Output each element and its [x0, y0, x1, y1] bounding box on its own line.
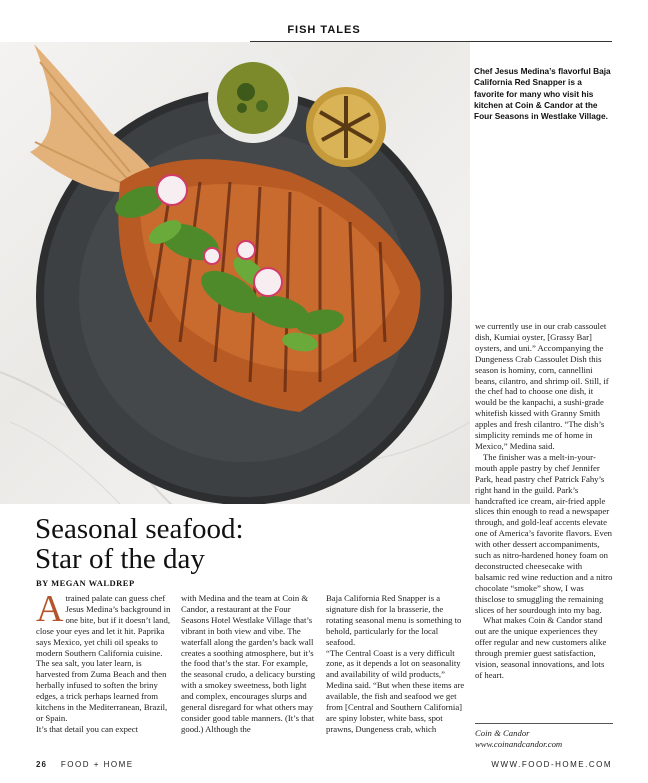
column-4-paragraph-1: we currently use in our crab cassoulet dish, Kumiai oyster, [Grassy Bar] oysters, and uni.” Accompanying the Dungeness Crab Cassoulet Dish this season is hominy, corn, cannellini beans, cilantro, and shrimp oil. Still, if the chef had to choose one dish, it would be the kanpachi, a sushi-grade whitefish kissed with Granny Smith apples and fresh cilantro. “The dish’s simplicity reminds me of home in Mexico,” Medina said. [475, 321, 609, 451]
article-column-2 [181, 593, 317, 735]
magazine-name: FOOD + HOME [60, 760, 134, 769]
credit-rule [475, 723, 613, 724]
column-4-paragraph-2: The finisher was a melt-in-your-mouth apple pastry by chef Jennifer Park, head pastry chef Patrick Fahy’s right hand in the guild. Park’s handcrafted ice cream, air-fried apple slices thin enough to read a newspaper through, and gold-leaf accents elevate one of America’s favorite flavors. Even with other dessert accompaniments, such as nitro-hardened honey foam on deconstructed cheesecake with balsamic red wine reduction and a nitro chocolate “smoke” show, I was thisclose to smuggling the remaining slices of her sourdough into my bag. [475, 451, 613, 615]
byline: BY MEGAN WALDREP [36, 578, 135, 588]
column-3-paragraph-2: “The Central Coast is a very difficult zone, as it depends a lot on seasonality and availability of wild products,” Medina said. “But when these items are available, the fish and seafood we get from [Central and Southern California] are spiny lobster, white bass, spot prawns, Dungeness crab, which [326, 647, 465, 734]
footer-left [36, 760, 134, 769]
column-1-paragraph-2: It’s that detail you can expect [36, 723, 139, 734]
article-column-4 [475, 321, 613, 681]
section-title: FISH TALES [287, 24, 361, 36]
plated-fish-photo [0, 42, 470, 504]
column-3-paragraph-1: Baja California Red Snapper is a signature dish for la brasserie, the rotating seasonal menu is something to behold, particularly for the local seafood. [326, 593, 462, 647]
column-1-paragraph-1: trained palate can guess chef Jesus Medina’s background in one bite, but if it doesn’t land, close your eyes and let it hit. Paprika says Mexico, yet chili oil speaks to modern Southern California cuisine. The sea salt, you later learn, is harvested from Zuma Beach and then herbally infused to soften the briny edges, a trick perhaps learned from kitchens in the Mediterranean, Brazil, or Spain. [36, 593, 171, 723]
article-column-1 [36, 588, 172, 735]
credit-url[interactable]: www.coinandcandor.com [475, 739, 563, 749]
credit-name: Coin & Candor [475, 728, 530, 738]
page-number: 26 [36, 760, 47, 769]
column-2-paragraph-1: with Medina and the team at Coin & Candor, a restaurant at the Four Seasons Hotel Westlake Village that’s vibrant in both view and vibe. The waterfall along the garden’s back wall creates a soothing atmosphere, but it’s the food that’s the star. For example, the seasonal crudo, a delicacy bursting with a smokey sweetness, both light and complex, encourages slurps and general disregard for what others may consider good table manners. (It’s that good.) Although the [181, 593, 316, 734]
photo-caption: Chef Jesus Medina’s flavorful Baja California Red Snapper is a favorite for many who visit his kitchen at Coin & Candor at the Four Seasons in Westlake Village. [474, 66, 611, 122]
footer-website[interactable]: WWW.FOOD-HOME.COM [491, 760, 612, 769]
headline-line-1: Seasonal seafood: [35, 513, 244, 545]
drop-cap: A [36, 588, 64, 630]
restaurant-credit [475, 728, 615, 750]
headline-line-2: Star of the day [35, 543, 205, 575]
column-4-paragraph-3: What makes Coin & Candor stand out are the unique experiences they offer regular and new customers alike through premier guest satisfaction, vision, seasonal innovations, and lots of heart. [475, 615, 607, 680]
article-headline [35, 514, 455, 574]
article-column-3 [326, 593, 466, 735]
